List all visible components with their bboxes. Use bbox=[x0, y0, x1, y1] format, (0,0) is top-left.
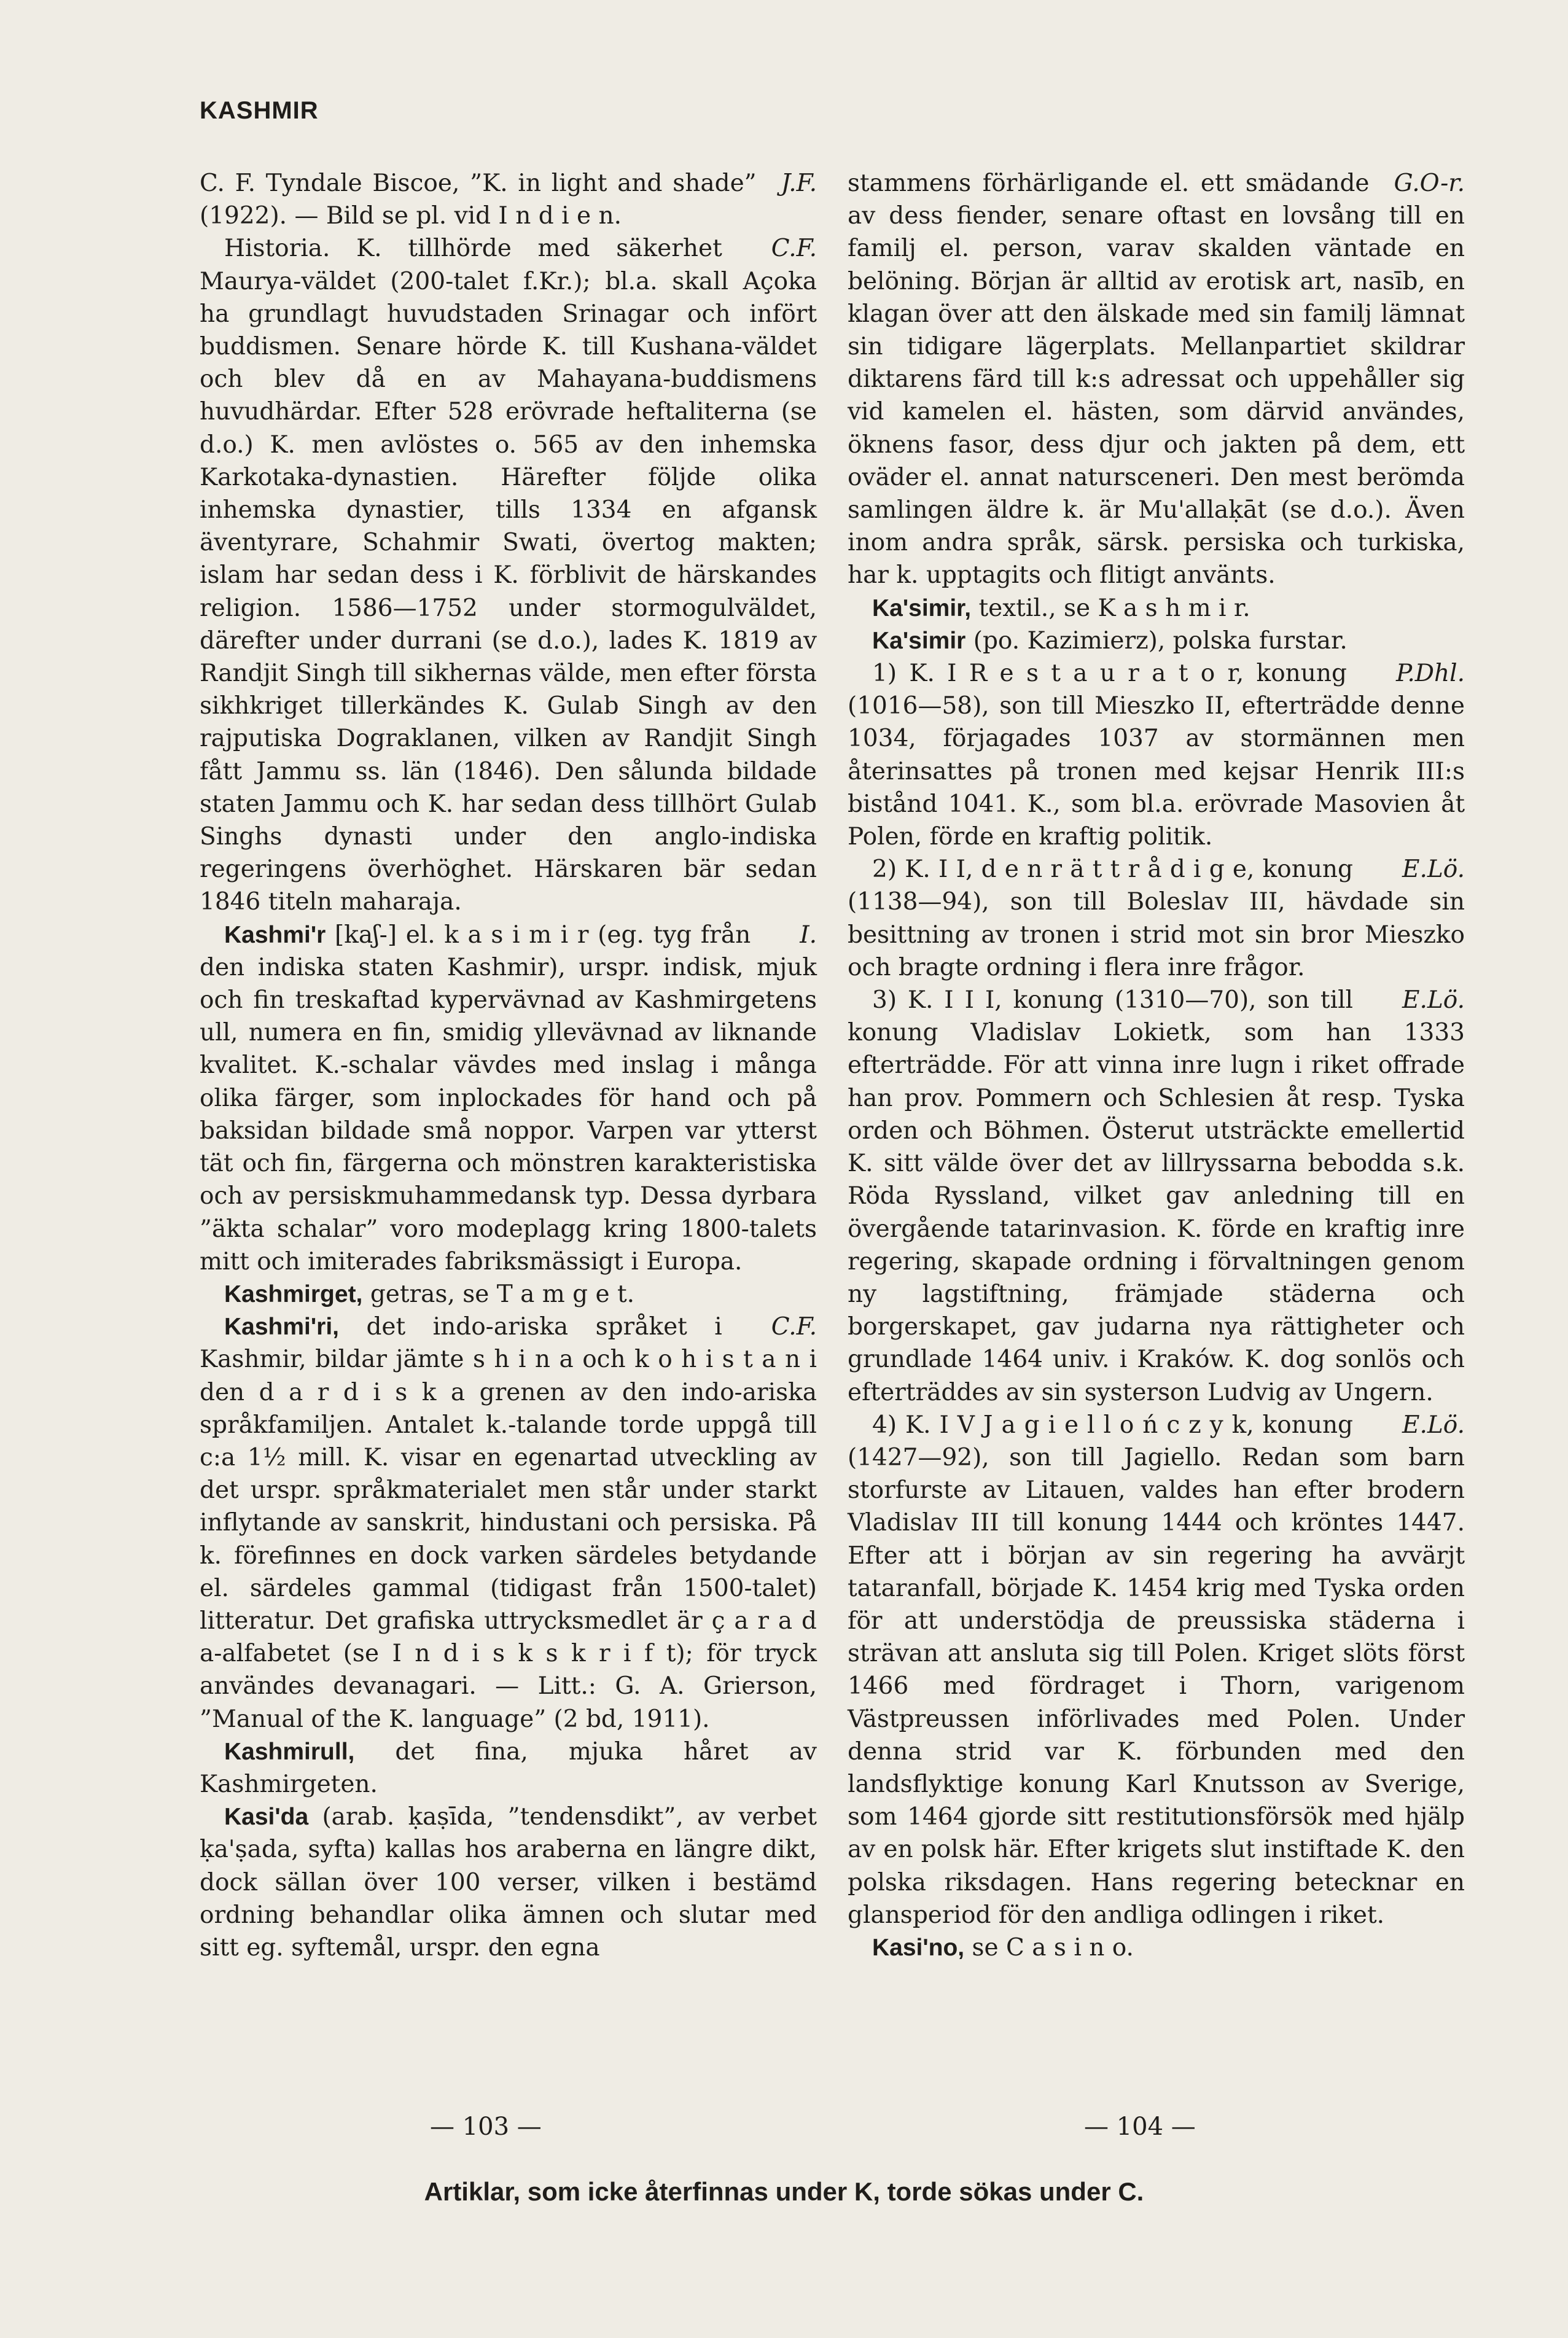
entry-headword: Kasi'no, bbox=[872, 1934, 965, 1961]
page-number-right: — 104 — bbox=[1084, 2113, 1196, 2141]
author-signature: C.F. bbox=[771, 1313, 817, 1341]
entry-paragraph bbox=[848, 853, 1465, 984]
right-column bbox=[848, 167, 1465, 1964]
entry-paragraph bbox=[848, 625, 1465, 657]
author-signature: E.Lö. bbox=[1402, 986, 1465, 1015]
entry-paragraph bbox=[200, 167, 817, 232]
entry-text: C. F. Tyndale Biscoe, ”K. in light and shade” (1922). — Bild se pl. vid I n d i e n. bbox=[200, 170, 757, 230]
author-signature: I. bbox=[800, 921, 817, 949]
entry-text: det indo-ariska språket i Kashmir, bildar jämte s h i n a och k o h i s t a n i den d a r d i s k a grenen av den indo-ariska språkfamiljen. Antalet k.-talande torde uppgå till c:a 1½ mill. K. visar en egenartad utveckling av det urspr. språkmaterialet men står under starkt inflytande av sanskrit, hindustani och persiska. På k. förefinnes en dock varken särdeles betydande el. särdeles gammal (tidigast från 1500-talet) litteratur. Det grafiska uttrycksmedlet är ç a r a d a-alfabetet (se I n d i s k s k r i f t); för tryck användes devanagari. — Litt.: G. A. Grierson, ”Manual of the K. language” (2 bd, 1911). bbox=[200, 1313, 817, 1733]
entry-paragraph bbox=[848, 1931, 1465, 1964]
entry-text: getras, se T a m g e t. bbox=[370, 1280, 635, 1308]
entry-paragraph bbox=[200, 1801, 817, 1964]
entry-paragraph bbox=[848, 984, 1465, 1409]
entry-paragraph bbox=[848, 657, 1465, 853]
author-signature: P.Dhl. bbox=[1396, 660, 1465, 688]
entry-text: [kaʃ-] el. k a s i m i r (eg. tyg från den indiska staten Kashmir), urspr. indisk, mjuk och fin treskaftad kypervävnad av Kashmirgetens ull, numera en fin, smidig yllevävnad av liknande kvalitet. K.-schalar vävdes med inslag i många olika färger, som inplockades för hand och på baksidan bildade små noppor. Varpen var ytterst tät och fin, färgerna och mönstren karakteristiska och av persiskmuhammedansk typ. Dessa dyrbara ”äkta schalar” voro modeplagg kring 1800-talets mitt och imiterades fabriksmässigt i Europa. bbox=[200, 921, 817, 1276]
entry-headword: Kashmi'r bbox=[224, 921, 326, 948]
entry-text: Historia. K. tillhörde med säkerhet Maurya-väldet (200-talet f.Kr.); bl.a. skall Açoka ha grundlagt huvudstaden Srinagar och infört buddismen. Senare hörde K. till Kushana-väldet och blev då en av Mahayana-buddismens huvudhärdar. Efter 528 erövrade heftaliterna (se d.o.) K. men avlöstes o. 565 av den inhemska Karkotaka-dynastien. Härefter följde olika inhemska dynastier, tills 1334 en afgansk äventyrare, Schahmir Swati, övertog makten; islam har sedan dess i K. förblivit de härskandes religion. 1586—1752 under stormogulväldet, därefter under durrani (se d.o.), lades K. 1819 av Randjit Singh till sikhernas välde, men efter första sikhkriget tillerkändes K. Gulab Singh av den rajputiska Dograklanen, vilken av Randjit Singh fått Jammu ss. län (1846). Den sålunda bildade staten Jammu och K. har sedan dess tillhört Gulab Singhs dynasti under den anglo-indiska regeringens överhöghet. Härskaren bär sedan 1846 titeln maharaja. bbox=[200, 235, 817, 916]
entry-paragraph bbox=[200, 232, 817, 918]
page-number-left: — 103 — bbox=[430, 2113, 542, 2141]
author-signature: G.O-r. bbox=[1394, 170, 1465, 197]
entry-text: 3) K. I I I, konung (1310—70), son till konung Vladislav Lokietk, som han 1333 efterträdde. För att vinna inre lugn i riket offrade han prov. Pommern och Schlesien åt resp. Tyska orden och Böhmen. Österut utsträckte emellertid K. sitt välde över det av lillryssarna bebodda s.k. Röda Ryssland, vilket gav anledning till en övergående tatarinvasion. K. förde en kraftig inre regering, skapade ordning i förvaltningen genom ny lagstiftning, främjade städerna och borgerskapet, gav judarna nya rättigheter och grundlade 1464 univ. i Kraków. K. dog sonlös och efterträddes av sin systerson Ludvig av Ungern. bbox=[848, 986, 1465, 1406]
entry-headword: Kasi'da bbox=[224, 1804, 309, 1831]
entry-text: 4) K. I V J a g i e l l o ń c z y k, konung (1427—92), son till Jagiello. Redan som barn storfurste av Litauen, valdes han efter brodern Vladislav III till konung 1444 och kröntes 1447. Efter att i början av sin regering ha avvärjt tataranfall, började K. 1454 krig med Tyska orden för att understödja de preussiska städerna i strävan att ansluta sig till Polen. Kriget slöts först 1466 med fördraget i Thorn, varigenom Västpreussen införlivades med Polen. Under denna strid var K. förbunden med den landsflyktige konung Karl Knutsson av Sverige, som 1464 gjorde sitt restitutionsförsök med hjälp av en polsk här. Efter krigets slut instiftade K. den polska riksdagen. Hans regering betecknar en glansperiod för den andliga odlingen i riket. bbox=[848, 1411, 1465, 1929]
entry-text: se C a s i n o. bbox=[972, 1933, 1134, 1962]
entry-paragraph bbox=[200, 1311, 817, 1736]
entry-paragraph bbox=[200, 919, 817, 1278]
author-signature: C.F. bbox=[771, 235, 817, 263]
entry-paragraph bbox=[200, 1736, 817, 1801]
entry-text: (arab. ḳaṣīda, ”tendensdikt”, av verbet ḳa'ṣada, syfta) kallas hos araberna en längre dikt, dock sällan över 100 verser, vilken i bestämd ordning behandlar olika ämnen och slutar med sitt eg. syftemål, urspr. den egna bbox=[200, 1803, 817, 1962]
entry-headword: Ka'simir bbox=[872, 627, 966, 654]
entry-paragraph bbox=[848, 1409, 1465, 1931]
entry-headword: Kashmirull, bbox=[224, 1738, 355, 1765]
left-column bbox=[200, 167, 817, 1964]
running-head: KASHMIR bbox=[200, 97, 319, 124]
author-signature: E.Lö. bbox=[1402, 855, 1465, 884]
entry-text: (po. Kazimierz), polska furstar. bbox=[973, 626, 1348, 655]
entry-headword: Kashmi'ri, bbox=[224, 1314, 340, 1341]
entry-text: det fina, mjuka håret av Kashmirgeten. bbox=[200, 1737, 817, 1798]
footer-note: Artiklar, som icke återfinnas under K, torde sökas under C. bbox=[424, 2177, 1144, 2206]
entry-headword: Kashmirget, bbox=[224, 1280, 363, 1307]
author-signature: J.F. bbox=[781, 170, 817, 197]
author-signature: E.Lö. bbox=[1402, 1411, 1465, 1439]
entry-text: 2) K. I I, d e n r ä t t r å d i g e, konung (1138—94), son till Boleslav III, hävdade sin besittning av tronen i strid mot sin bror Mieszko och bragte ordning i flera inre frågor. bbox=[848, 855, 1465, 981]
entry-text: textil., se K a s h m i r. bbox=[978, 594, 1250, 622]
entry-paragraph bbox=[200, 1278, 817, 1311]
entry-text: 1) K. I R e s t a u r a t o r, konung (1016—58), son till Mieszko II, efterträdde denne 1034, förjagades 1037 av stormännen men återinsattes på tronen med kejsar Henrik III:s bistånd 1041. K., som bl.a. erövrade Masovien åt Polen, förde en kraftig politik. bbox=[848, 660, 1465, 851]
entry-text: stammens förhärligande el. ett smädande av dess fiender, senare oftast en lovsång till en familj el. person, varav skalden väntade en belöning. Början är alltid av erotisk art, nasīb, en klagan över att den älskade med sin familj lämnat sin tidigare lägerplats. Mellanpartiet skildrar diktarens färd till k:s adressat och uppehåller sig vid kamelen el. hästen, som därvid användes, öknens fasor, dess djur och jakten på dem, ett oväder el. annat natursceneri. Den mest berömda samlingen äldre k. är Mu'allaḳāt (se d.o.). Även inom andra språk, särsk. persiska och turkiska, har k. upptagits och flitigt använts. bbox=[848, 170, 1465, 590]
entry-paragraph bbox=[848, 167, 1465, 592]
entry-paragraph bbox=[848, 592, 1465, 625]
entry-headword: Ka'simir, bbox=[872, 594, 972, 622]
